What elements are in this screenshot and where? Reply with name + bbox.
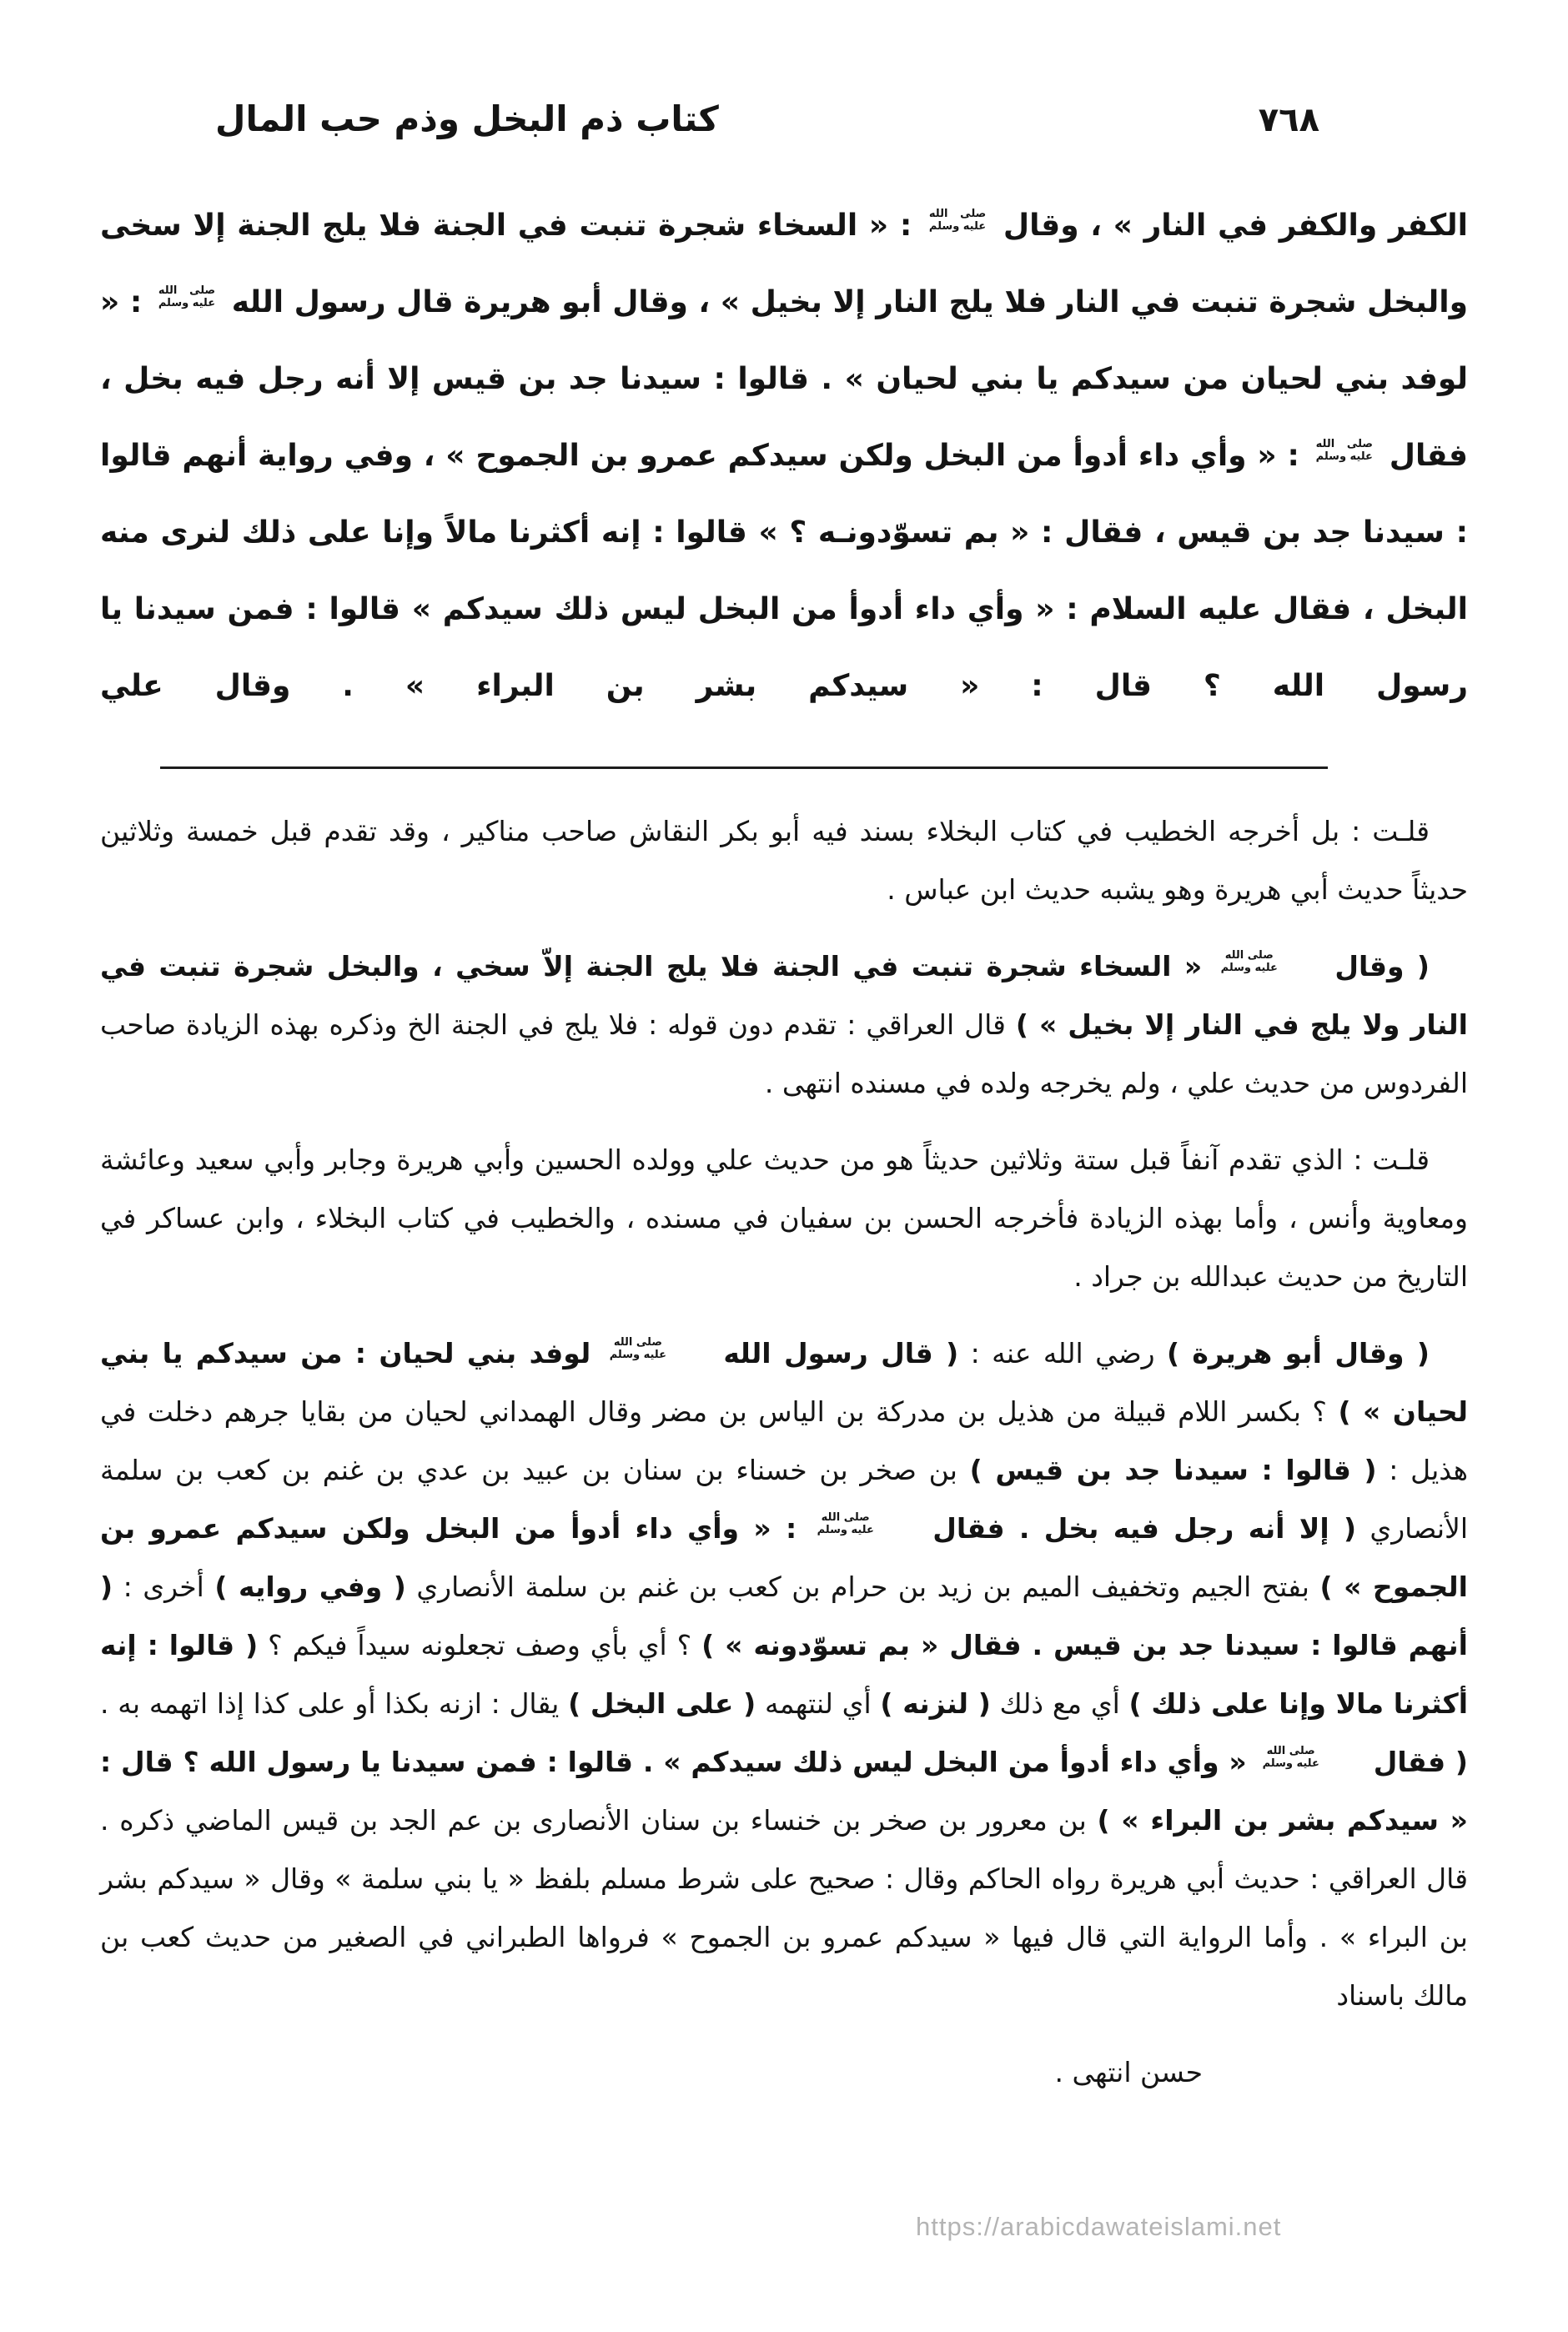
commentary-text-run: ؟ بكسر اللام قبيلة من هذيل بن مدركة بن الياس بن مضر وقال الهمداني لحيان من بقايا جرهم دخلت في هذيل : xyxy=(100,1395,1468,1486)
prophet-salutation-icon: صلى الله عليه وسلم xyxy=(817,1510,874,1536)
prophet-salutation-icon: صلى الله عليه وسلم xyxy=(1315,438,1373,463)
page-number: ٧٦٨ xyxy=(1258,101,1319,139)
commentary-closing-line: حسن انتهى . xyxy=(1054,2056,1203,2088)
commentary-bold-run: ( على البخل ) xyxy=(568,1687,756,1720)
commentary-bold-run: ( قالوا : إنه أكثرنا مالا وإنا على ذلك ) xyxy=(100,1629,1469,1720)
commentary-bold-run: ( قال رسول الله صلى الله عليه وسلم لوفد بني لحيان : من سيدكم يا بني لحيان » ) xyxy=(100,1335,1468,1428)
commentary-paragraph xyxy=(100,802,1468,919)
commentary-bold-run: ( وقال صلى الله عليه وسلم « السخاء شجرة تنبت في الجنة فلا يلج الجنة إلاّ سخي ، والبخل شجرة تنبت في النار ولا يلج في النار إلا بخيل » ) xyxy=(100,948,1468,1041)
commentary-text-run: رضي الله عنه : xyxy=(958,1337,1167,1370)
watermark-url: https://arabicdawateislami.net xyxy=(916,2212,1282,2241)
commentary-bold-run: ( فقال صلى الله عليه وسلم « وأي داء أدوأ من البخل ليس ذلك سيدكم » . قالوا : فمن سيدنا يا رسول الله ؟ قال : « سيدكم بشر بن البراء » ) xyxy=(100,1744,1468,1837)
commentary-block xyxy=(100,802,1468,2025)
commentary-paragraph xyxy=(100,1324,1468,2025)
commentary-paragraph xyxy=(100,937,1468,1113)
commentary-text-run: أي مع ذلك xyxy=(990,1687,1129,1720)
footnote-separator-rule xyxy=(160,766,1328,769)
commentary-text-run: قلـت : بل أخرجه الخطيب في كتاب البخلاء بسند فيه أبو بكر النقاش صاحب مناكير ، وقد تقدم قبل خمسة وثلاثين حديثاً حديث أبي هريرة وهو يشبه حديث ابن عباس . xyxy=(100,815,1468,906)
commentary-text-run: بن صخر بن خسناء بن سنان بن عبيد بن عدي بن غنم بن كعب بن سلمة الأنصاري xyxy=(100,1454,1469,1545)
prophet-salutation-icon: صلى الله عليه وسلم xyxy=(158,284,216,309)
commentary-text-run: أي لنتهمه xyxy=(756,1687,881,1720)
commentary-text-run: قلـت : الذي تقدم آنفاً قبل ستة وثلاثين حديثاً هو من حديث علي وولده الحسين وأبي هريرة وجابر وأبي سعيد وعائشة ومعاوية وأنس ، وأما بهذه الزيادة فأخرجه الحسن بن سفيان في مسنده ، والخطيب في كتاب البخلاء ، وابن عساكر في التاريخ من حديث عبدالله بن جراد . xyxy=(100,1143,1468,1293)
commentary-bold-run: ( إلا أنه رجل فيه بخل . فقال صلى الله عليه وسلم : « وأي داء أدوأ من البخل ولكن سيدكم عمرو بن الجموح » ) xyxy=(100,1510,1468,1603)
book-title: كتاب ذم البخل وذم حب المال xyxy=(215,98,719,139)
commentary-text-run: يقال : ازنه بكذا أو على كذا إذا اتهمه به . xyxy=(100,1687,569,1720)
prophet-salutation-icon: صلى الله عليه وسلم xyxy=(928,208,987,233)
commentary-bold-run: ( قالوا : سيدنا جد بن قيس ) xyxy=(969,1454,1377,1486)
prophet-salutation-icon: صلى الله عليه وسلم xyxy=(1220,948,1278,974)
prophet-salutation-icon: صلى الله عليه وسلم xyxy=(609,1335,666,1361)
commentary-bold-run: ( أنهم قالوا : سيدنا جد بن قيس . فقال « بم تسوّدونه » ) xyxy=(100,1571,1468,1661)
commentary-bold-run: ( وفي روايه ) xyxy=(214,1571,406,1603)
commentary-paragraph xyxy=(100,1131,1468,1306)
main-text-block: الكفر والكفر في النار » ، وقال صلى الله عليه وسلم : « السخاء شجرة تنبت في الجنة فلا يلج الجنة إلا سخى والبخل شجرة تنبت في النار فلا يلج النار إلا بخيل » ، وقال أبو هريرة قال رسول الله صلى الله عليه وسلم : « لوفد بني لحيان من سيدكم يا بني لحيان » . قالوا : سيدنا جد بن قيس إلا أنه رجل فيه بخل ، فقال صلى الله عليه وسلم : « وأي داء أدوأ من البخل ولكن سيدكم عمرو بن الجموح » ، وفي رواية أنهم قالوا : سيدنا جد بن قيس ، فقال : « بم تسوّدونـه ؟ » قالوا : إنه أكثرنا مالاً وإنا على ذلك لنرى منه البخل ، فقال عليه السلام : « وأي داء أدوأ من البخل ليس ذلك سيدكم » قالوا : فمن سيدنا يا رسول الله ؟ قال : « سيدكم بشر بن البراء » . وقال علي xyxy=(100,208,1468,703)
prophet-salutation-icon: صلى الله عليه وسلم xyxy=(1262,1744,1319,1770)
commentary-text-run: ؟ أي بأي وصف تجعلونه سيداً فيكم ؟ xyxy=(258,1629,702,1661)
commentary-bold-run: ( لنزنه ) xyxy=(880,1687,991,1720)
page-header xyxy=(100,0,1468,139)
commentary-text-run: قال العراقي : تقدم دون قوله : فلا يلج في الجنة الخ وذكره بهذه الزيادة صاحب الفردوس من حديث علي ، ولم يخرجه ولده في مسنده انتهى . xyxy=(100,1008,1468,1099)
commentary-text-run: بفتح الجيم وتخفيف الميم بن زيد بن حرام بن كعب بن غنم بن سلمة الأنصاري xyxy=(405,1571,1320,1603)
commentary-text-run: بن معرور بن صخر بن خنساء بن سنان الأنصارى بن عم الجد بن قيس الماضي ذكره . قال العراقي : حديث أبي هريرة رواه الحاكم وقال : صحيح على شرط مسلم بلفظ « يا بني سلمة » وقال « سيدكم بشر بن البراء » . وأما الرواية التي قال فيها « سيدكم عمرو بن الجموح » فرواها الطبراني في الصغير من حديث كعب بن مالك باسناد xyxy=(100,1804,1468,2012)
commentary-text-run: أخرى : xyxy=(113,1571,215,1603)
commentary-bold-run: ( وقال أبو هريرة ) xyxy=(1166,1337,1430,1370)
